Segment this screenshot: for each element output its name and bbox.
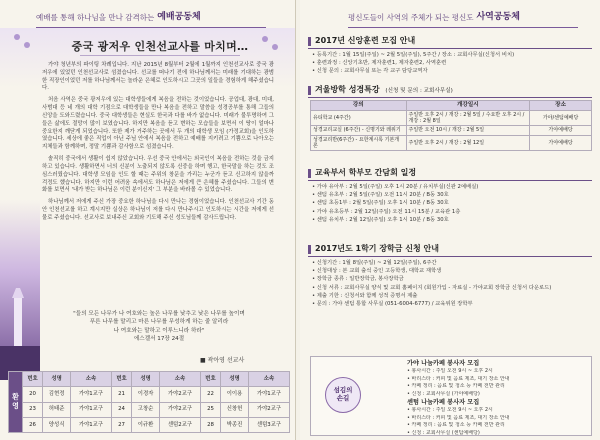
scripture-quote	[64, 310, 254, 344]
column-header: 성명	[43, 372, 71, 387]
detail-line: • 가야 유초등부 : 2월 12일(주일) 오전 11시 15분 / 교육관 1층	[312, 208, 461, 215]
detail-line: • 훈련과정 : 신앙기초반, 제자훈련1, 제자훈련2, 사역훈련	[312, 60, 447, 67]
badge-line: 손길	[336, 394, 350, 402]
cell: 주일반 오후 2시 / 개강 : 2월 5일 / 수요반 오후 2시 / 개강 : 2월 8일	[406, 110, 530, 126]
cell: 가야예배당	[530, 126, 592, 135]
cell: 센텀3교구	[249, 417, 290, 432]
title-underline	[80, 55, 240, 56]
article-title: 중국 광저우 인천선교사를 마치며…	[71, 40, 249, 53]
header-title: 사역공동체	[476, 12, 520, 23]
detail-line: • 신청기간 : 1월 8일(주일) ~ 2월 12일(주일), 6주간	[312, 260, 437, 266]
cell: 김현정	[43, 387, 71, 402]
centum-cafe-details	[407, 407, 587, 437]
detail-line: • 신청 서류 : 교회사무실 양식 및 교회 홈페이지 (회원가입 - 자료실 - 가야교회 장학금 신청서 다운로드)	[312, 284, 552, 291]
paragraph: 하나님께서 저에게 주신 가장 중요한 하나님을 다시 만나는 경험이었습니다. 인천선교사 기간 동안 인천선교를 하고 계시지만 실상은 하나님이 저를 다시 만나주시고 인도하시는 시간을 저에게 선물로 주셨습니다. 선교사로 보내주신 교회와 기도해 주신 성도님들께 감사드립니다.	[42, 199, 274, 221]
column-header: 개강일시	[406, 101, 530, 111]
column-header: 번호	[200, 372, 220, 387]
detail-line: • 장학금 종류 : 일반장학금, 봉사장학금	[312, 276, 404, 283]
centum-cafe-title: 센텀 나눔카페 봉사자 모집	[407, 399, 480, 406]
cell: 이이용	[221, 387, 249, 402]
detail-line: • 문의 : 가야 센텀 통합 사무실 (051-6004-6777) / 교육위원 장학부	[312, 301, 473, 308]
cell: 26	[23, 417, 43, 432]
quote-line: "들의 모든 나무가 나 여호와는 높은 나무를 낮추고 낮은 나무를 높이며	[73, 311, 245, 317]
column-header: 소속	[160, 372, 201, 387]
detail-line: • 신청 : 교회사무실 (센텀예배당)	[407, 429, 480, 436]
left-page	[0, 0, 296, 440]
article-body	[42, 62, 274, 227]
cell: 가야1교구	[71, 387, 112, 402]
cell: 박종진	[221, 417, 249, 432]
paragraph: 솔직히 중국에서 생활이 쉽지 않았습니다. 우선 중국 안에서는 외국인이 복음을 전하는 것을 금지하고 있습니다. 생활하면서 너의 신분이 노출되지 않도록 신중을 하며 행고, 한국말을 하는 것도 조심스러웠습니다. 대학생 모임을 인도 할 때는 주위의 창문을 가리는 누군가 듣고 신고하지 않을까 걱정도 했습니다. 하지만 이런 어려움 속에서도 하나님은 저에게 큰 은혜를 주셨습니다. 그들의 변화를 보면서 '내가 받는 하나님은 이런 분이신지' 그 부분을 바라볼 수 있었습니다.	[42, 156, 274, 194]
cell: 20	[23, 387, 43, 402]
section-header	[36, 10, 201, 26]
detail-line: • 바리스타 : 커피 및 음료 제조, 대기 장소 안내	[407, 375, 510, 382]
header-title: 예배공동체	[157, 12, 201, 23]
column-header: 성명	[221, 372, 249, 387]
detail-line: • 바리스타 : 커피 및 음료 제조, 대기 장소 안내	[407, 414, 510, 421]
cell: 가야1교구	[71, 402, 112, 417]
parent-meeting-details	[312, 183, 592, 224]
quote-line: 나 여호와는 말하고 이루느니라 하라"	[113, 327, 205, 334]
welcome-label: 환영	[9, 372, 23, 433]
cell: 성경교리교실 (6주간) - 신명기와 레위기	[311, 126, 407, 135]
detail-line: • 신청 : 교회사무실 (가야예배당)	[407, 390, 480, 397]
scholarship-title: 2017년도 1학기 장학금 신청 안내	[308, 244, 439, 254]
detail-line: • 카페 정리 : 음료 및 청소 등 카페 전반 관리	[407, 383, 505, 389]
table-row	[311, 135, 592, 151]
section-rule	[308, 180, 592, 181]
section-header	[348, 10, 520, 26]
cell: 양성식	[43, 417, 71, 432]
quote-reference: 에스겔서 17장 24절	[133, 336, 185, 343]
cell: 23	[23, 402, 43, 417]
detail-line: • 제출 기한 : 신청서와 함께 성적 증명서 제출	[312, 292, 418, 299]
table-row	[311, 126, 592, 135]
section-rule	[308, 48, 592, 49]
training-details	[312, 51, 592, 76]
cell: 가야1교구	[249, 387, 290, 402]
section-rule	[308, 256, 592, 257]
table-row	[9, 417, 290, 432]
quote-line: 푸른 나무를 말리고 마른 나무를 무성하게 하는 줄 알리라	[89, 319, 229, 326]
gaya-cafe-title: 가야 나눔카페 봉사자 모집	[407, 360, 480, 367]
badge-line: 섬김의	[333, 386, 353, 395]
cell: 이경자	[132, 387, 160, 402]
detail-line: • 신청대상 : 본 교회 출석 중인 고등학생, 대학교 재학생	[312, 268, 442, 275]
cell: 주일반 오후 2시 / 개강 : 2월 12일	[406, 135, 530, 151]
cell: 센텀2교구	[160, 417, 201, 432]
column-header: 소속	[71, 372, 112, 387]
header-lead: 예배를 통해 하나님을 만나 감격하는	[36, 13, 155, 23]
lighthouse-image	[0, 200, 40, 380]
table-row	[9, 387, 290, 402]
cell: 가야예배당	[530, 135, 592, 151]
detail-line: • 센텀 유치부 : 2월 12일(주일) 오후 1시 10분 / B동 30호	[312, 216, 449, 223]
cell: 가야2교구	[160, 387, 201, 402]
parent-meeting-title: 교육부서 학부모 간담회 일정	[308, 168, 416, 178]
lavender-flower-icon	[262, 36, 268, 42]
cell: 27	[111, 417, 131, 432]
detail-line: • 가야 유아부 : 2월 5일(주일) 오후 1시 20분 / 유치부실(신관 2예배실)	[312, 184, 479, 190]
lavender-flower-icon	[14, 34, 20, 40]
lecture-table	[310, 100, 592, 151]
author-signature: ■ 곽아영 선교사	[200, 357, 245, 364]
column-header: 소속	[249, 372, 290, 387]
cell: 22	[200, 387, 220, 402]
cell: 28	[200, 417, 220, 432]
detail-line: • 봉사시간 : 주일 오전 9시 ~ 오후 2시	[407, 368, 493, 374]
lavender-flower-icon	[272, 44, 278, 50]
cell: 가야/센텀예배당	[530, 110, 592, 126]
bible-lecture-contact: (신청 및 문의 : 교회사무실)	[385, 88, 453, 94]
cell: 주일반 오전 10시 / 개강 : 2월 5일	[406, 126, 530, 135]
detail-line: • 카페 정리 : 음료 및 청소 등 카페 전반 관리	[407, 422, 505, 428]
column-header: 장소	[530, 101, 592, 111]
header-lead: 평신도들이 사역의 주체가 되는 평신도	[348, 13, 474, 23]
bible-lecture-heading: 겨울방학 성경특강	[315, 85, 380, 94]
detail-line: • 등록기간 : 1월 15일(주일) ~ 2월 5일(주일), 5주간 / 장소 : 교회사무실(신청서 비치)	[312, 52, 515, 58]
cell: 성경교리반(6주간) - 요한계시록 기본개론	[311, 135, 407, 151]
volunteer-box	[310, 356, 592, 436]
detail-line: • 센텀 초등1부 : 2월 5일(주일) 오후 1시 10분 / B동 30호	[312, 200, 449, 207]
scholarship-details	[312, 259, 592, 308]
cell: 신창헌	[221, 402, 249, 417]
cell: 유티학교 (4주간)	[311, 110, 407, 126]
cell: 허태준	[43, 402, 71, 417]
header-rule	[36, 27, 266, 28]
paragraph: 처음 사역은 중국 광저우에 있는 대학생들에게 복음을 전하는 것이었습니다. 공업대, 광대, 미대, 사범대 등 네 개의 대학 기점으로 대학생들을 만나 복음을 전하고 말씀을 성경공부를 통해 그들의 신앙을 도와드렸습니다. 중국 대학생들은 현실도 한국과 다를 바가 없습니다. 미래가 불투명하여 그들은 삶에도 절망이 많이 보였습니다. 하지만 복음을 듣고 변하는 모습들을 보면서 이 땅이 얼마나 중요한지 깨닫게 되었습니다. 또한 제가 거주하는 곳에서 두 개의 대학생 모임 (가정교회)을 인도하였습니다. 세상에 좋은 직업이 아닌 주님 안에서 복음을 전하고 예배를 지키려고 기쁨으로 나아오는 지체들과 함께하며, 정말 기쁨과 감사함으로 섬겼습니다.	[42, 97, 274, 151]
lavender-flower-icon	[24, 42, 30, 48]
column-header: 강의	[311, 101, 407, 111]
cell: 가야2교구	[160, 402, 201, 417]
column-header: 성명	[132, 372, 160, 387]
table-row	[311, 110, 592, 126]
cell: 가야2교구	[249, 402, 290, 417]
header-rule	[348, 27, 578, 28]
cell: 고창순	[132, 402, 160, 417]
detail-line: • 센텀 유초부 : 2월 5일(주일) 오전 11시 20분 / B동 30호	[312, 192, 449, 199]
cell: 가야1교구	[71, 417, 112, 432]
training-title: 2017년 신앙훈련 모집 안내	[308, 36, 415, 46]
column-header: 번호	[23, 372, 43, 387]
column-header: 번호	[111, 372, 131, 387]
right-page	[300, 0, 600, 440]
welcome-table	[8, 371, 290, 433]
table-row	[9, 402, 290, 417]
cell: 21	[111, 387, 131, 402]
volunteer-badge	[325, 377, 361, 413]
paragraph: 가야 청년부의 파이팅 차례입니다. 지난 2015년 8월부터 2월에 1월까지 인천선교사로 중국 광저우에 있었던 인천선교사로 섬겼습니다. 선교를 떠나기 전에 하나님께서는 미래를 기대하는 광범한 직장인이었던 저를 하나님께서는 놀라운 은혜로 인도하시고 그곳의 일들을 경험하게 해주셨습니다.	[42, 62, 274, 92]
detail-line: • 봉사시간 : 주일 오전 9시 ~ 오후 2시	[407, 407, 493, 413]
bible-lecture-title	[308, 85, 453, 95]
gaya-cafe-details	[407, 368, 587, 398]
cell: 이규환	[132, 417, 160, 432]
cell: 25	[200, 402, 220, 417]
detail-line: • 신청 문의 : 교회사무실 또는 각 교구 담당교역자	[312, 68, 428, 75]
cell: 24	[111, 402, 131, 417]
section-rule	[308, 97, 592, 98]
